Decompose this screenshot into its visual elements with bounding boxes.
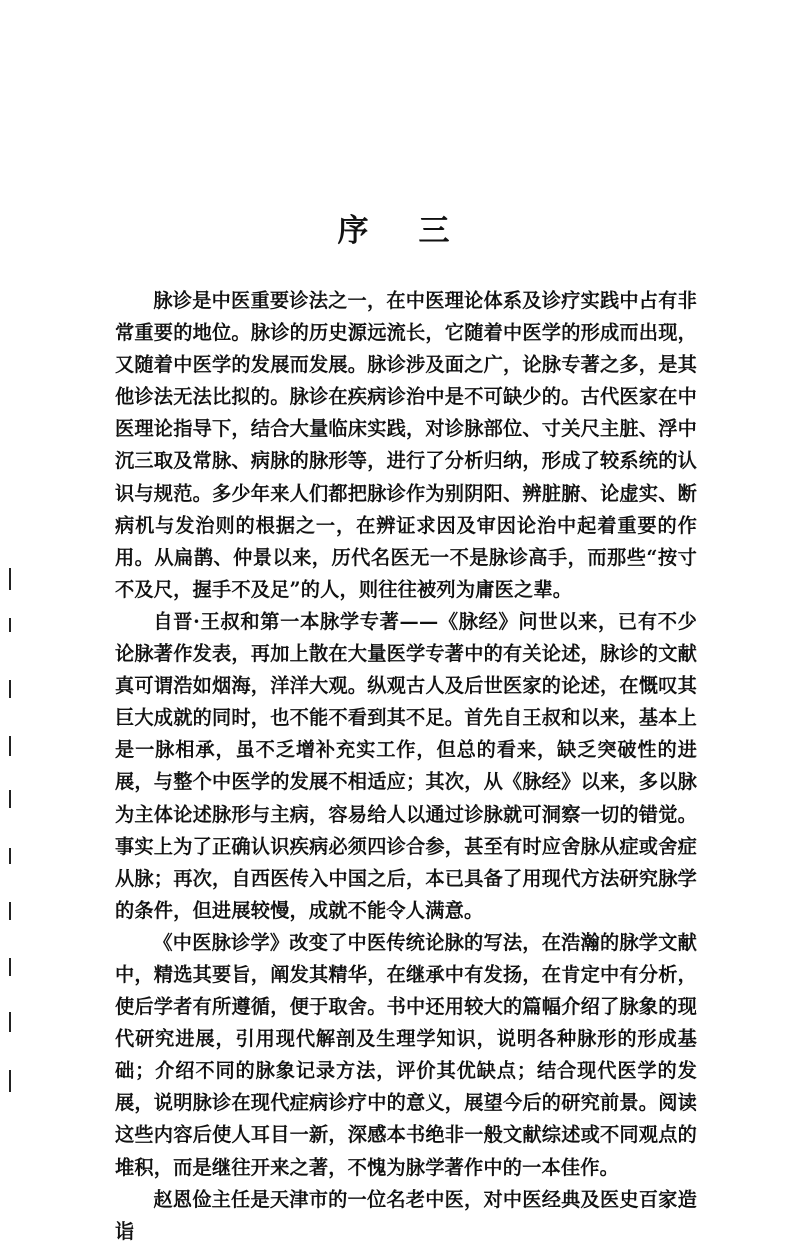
page-title: 序三 — [337, 213, 500, 249]
paragraph: 脉诊是中医重要诊法之一，在中医理论体系及诊疗实践中占有非常重要的地位。脉诊的历史源远流长，它随着中医学的形成而出现，又随着中医学的发展而发展。脉诊涉及面之广，论脉专著之多，是其他诊法无法比拟的。脉诊在疾病诊治中是不可缺少的。古代医家在中医理论指导下，结合大量临床实践，对诊脉部位、寸关尺主脏、浮中沉三取及常脉、病脉的脉形等，进行了分析归纳，形成了较系统的认识与规范。多少年来人们都把脉诊作为别阴阳、辨脏腑、论虚实、断病机与发治则的根据之一，在辨证求因及审因论治中起着重要的作用。从扁鹊、仲景以来，历代名医无一不是脉诊高手，而那些“按寸不及尺，握手不及足”的人，则往往被列为庸医之辈。 — [115, 289, 697, 601]
margin-mark — [9, 848, 11, 864]
margin-mark — [9, 902, 11, 920]
body-text — [115, 285, 697, 1248]
margin-mark — [9, 1012, 11, 1032]
margin-mark — [9, 568, 11, 590]
margin-mark — [9, 736, 11, 756]
paragraph: 自晋·王叔和第一本脉学专著——《脉经》问世以来，已有不少论脉著作发表，再加上散在大量医学专著中的有关论述，脉诊的文献真可谓浩如烟海，洋洋大观。纵观古人及后世医家的论述，在慨叹其巨大成就的同时，也不能不看到其不足。首先自王叔和以来，基本上是一脉相承，虽不乏增补充实工作，但总的看来，缺乏突破性的进展，与整个中医学的发展不相适应；其次，从《脉经》以来，多以脉为主体论述脉形与主病，容易给人以通过诊脉就可洞察一切的错觉。事实上为了正确认识疾病必须四诊合参，甚至有时应舍脉从症或舍症从脉；再次，自西医传入中国之后，本已具备了用现代方法研究脉学的条件，但进展较慢，成就不能令人满意。 — [115, 609, 697, 922]
margin-mark — [9, 790, 11, 808]
paragraph: 赵恩俭主任是天津市的一位名老中医，对中医经典及医史百家造诣 — [115, 1187, 697, 1243]
margin-mark — [9, 1070, 11, 1092]
margin-mark — [9, 958, 11, 976]
margin-mark — [9, 618, 11, 632]
scan-margin-marks — [0, 0, 30, 1122]
paragraph: 《中医脉诊学》改变了中医传统论脉的写法，在浩瀚的脉学文献中，精选其要旨，阐发其精华，在继承中有发扬，在肯定中有分析，使后学者有所遵循，便于取舍。书中还用较大的篇幅介绍了脉象的现代研究进展，引用现代解剖及生理学知识，说明各种脉形的形成基础；介绍不同的脉象记录方法，评价其优缺点；结合现代医学的发展，说明脉诊在现代症病诊疗中的意义，展望今后的研究前景。阅读这些内容后使人耳目一新，深感本书绝非一般文献综述或不同观点的堆积，而是继往开来之著，不愧为脉学著作中的一本佳作。 — [115, 930, 697, 1179]
margin-mark — [9, 680, 11, 698]
